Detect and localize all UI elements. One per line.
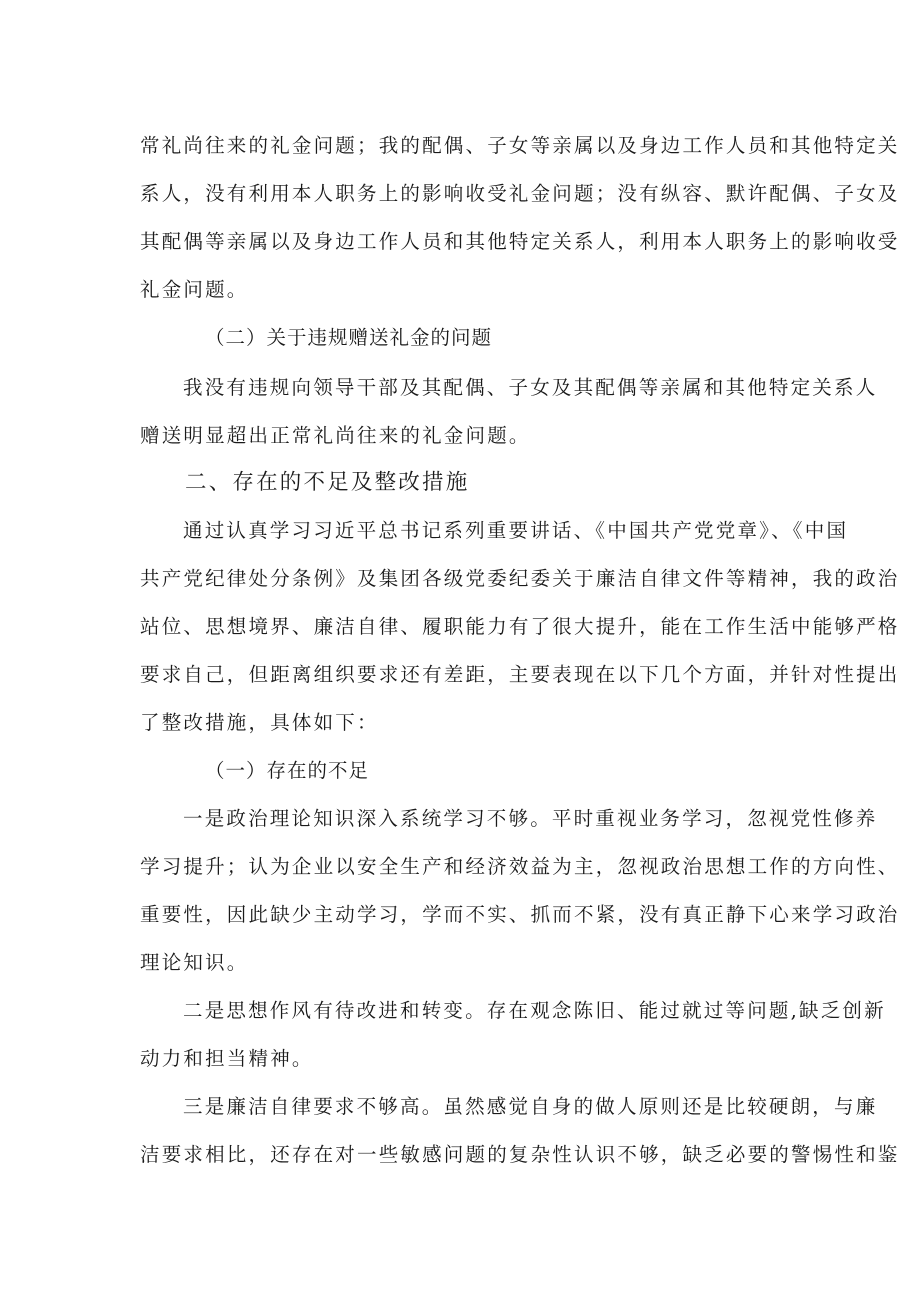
paragraph-line: 理论知识。 bbox=[140, 951, 249, 974]
paragraph-line: 要求自己，但距离组织要求还有差距，主要表现在以下几个方面，并针对性提出 bbox=[140, 663, 900, 686]
paragraph-line: 我没有违规向领导干部及其配偶、子女及其配偶等亲属和其他特定关系人 bbox=[183, 376, 878, 399]
section-subheading: （一）存在的不足 bbox=[205, 759, 370, 782]
paragraph-line: 三是廉洁自律要求不够高。虽然感觉自身的做人原则还是比较硬朗，与廉 bbox=[183, 1095, 878, 1118]
paragraph-line: 赠送明显超出正常礼尚往来的礼金问题。 bbox=[140, 424, 531, 447]
paragraph-line: 动力和担当精神。 bbox=[140, 1047, 314, 1070]
paragraph-line: 通过认真学习习近平总书记系列重要讲话、《中国共产党党章》、《中国 bbox=[183, 519, 849, 542]
paragraph-line: 站位、思想境界、廉洁自律、履职能力有了很大提升，能在工作生活中能够严格 bbox=[140, 615, 900, 638]
paragraph-line: 礼金问题。 bbox=[140, 278, 249, 301]
paragraph-line: 系人，没有利用本人职务上的影响收受礼金问题；没有纵容、默许配偶、子女及 bbox=[140, 182, 900, 205]
paragraph-line: 共产党纪律处分条例》及集团各级党委纪委关于廉洁自律文件等精神，我的政治 bbox=[140, 567, 900, 590]
paragraph-line: 洁要求相比，还存在对一些敏感问题的复杂性认识不够，缺乏必要的警惕性和鉴 bbox=[140, 1143, 900, 1166]
paragraph-line: 其配偶等亲属以及身边工作人员和其他特定关系人，利用本人职务上的影响收受 bbox=[140, 230, 900, 253]
section-heading: 二、存在的不足及整改措施 bbox=[185, 470, 470, 495]
paragraph-line: 学习提升；认为企业以安全生产和经济效益为主，忽视政治思想工作的方向性、 bbox=[140, 855, 900, 878]
paragraph-line: 二是思想作风有待改进和转变。存在观念陈旧、能过就过等问题,缺乏创新 bbox=[183, 999, 886, 1022]
paragraph-line: 重要性，因此缺少主动学习，学而不实、抓而不紧，没有真正静下心来学习政治 bbox=[140, 903, 900, 926]
section-subheading: （二）关于违规赠送礼金的问题 bbox=[205, 326, 493, 349]
paragraph-line: 一是政治理论知识深入系统学习不够。平时重视业务学习，忽视党性修养 bbox=[183, 807, 878, 830]
paragraph-line: 常礼尚往来的礼金问题；我的配偶、子女等亲属以及身边工作人员和其他特定关 bbox=[140, 134, 900, 157]
paragraph-line: 了整改措施，具体如下： bbox=[140, 711, 379, 734]
